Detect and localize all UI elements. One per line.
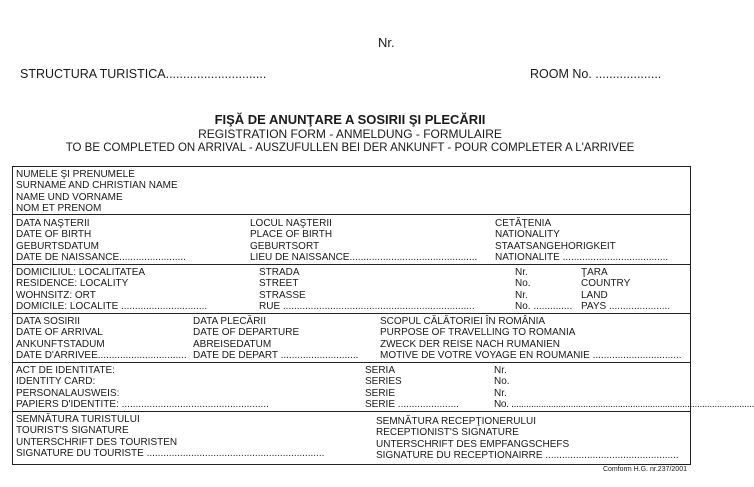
street-number-label-de: Nr.: [515, 289, 528, 301]
locality-label-de: WOHNSITZ: ORT: [16, 289, 96, 301]
section-divider: [13, 411, 690, 412]
dob-label-en: DATE OF BIRTH: [16, 229, 92, 241]
id-label-fr: PAPIERS D'IDENTITE: .....................................................: [16, 398, 269, 410]
receptionist-sig-label-ro: SEMNĂTURA RECEPŢIONERULUI: [376, 416, 537, 427]
street-label-ro: STRADA: [259, 267, 300, 278]
residence-locality-field[interactable]: [16, 267, 207, 312]
form-number-label: Nr.: [378, 35, 395, 50]
id-series-field[interactable]: [365, 365, 459, 410]
departure-label-en: DATE OF DEPARTURE: [193, 327, 300, 339]
purpose-label-de: ZWECK DER REISE NACH RUMANIEN: [380, 338, 561, 350]
travel-purpose-field[interactable]: [380, 316, 682, 361]
nationality-label-de: STAATSANGEHORIGKEIT: [495, 240, 616, 252]
tourist-sig-label-en: TOURIST'S SIGNATURE: [16, 425, 129, 437]
purpose-label-en: PURPOSE OF TRAVELLING TO ROMANIA: [380, 327, 576, 339]
nationality-field[interactable]: [495, 218, 668, 263]
pob-label-en: PLACE OF BIRTH: [250, 229, 333, 241]
street-label-de: STRASSE: [259, 289, 306, 301]
series-label-ro: SERIA: [365, 365, 396, 376]
pob-label-ro: LOCUL NAŞTERII: [250, 218, 332, 229]
tourist-sig-label-de: UNTERSCHRIFT DES TOURISTEN: [16, 436, 178, 448]
page-subtitle: REGISTRATION FORM - ANMELDUNG - FORMULAIRE: [198, 127, 502, 141]
name-label-ro: NUMELE ŞI PRENUMELE: [16, 169, 135, 180]
purpose-label-ro: SCOPUL CĂLĂTORIEI ÎN ROMÂNIA: [380, 316, 546, 327]
name-label-en: SURNAME AND CHRISTIAN NAME: [16, 180, 178, 192]
id-number-label-fr: No. ..................................................................................................: [494, 398, 754, 410]
arrival-label-de: ANKUNFTSTADUM: [16, 338, 105, 350]
arrival-label-fr: DATE D'ARRIVEE................................: [16, 349, 187, 361]
receptionist-signature-field[interactable]: [376, 416, 679, 461]
dob-label-de: GEBURTSDATUM: [16, 240, 99, 252]
country-label-ro: ŢARA: [581, 267, 608, 278]
tourist-signature-field[interactable]: [16, 414, 324, 459]
series-label-fr: SERIE ......................: [365, 398, 459, 410]
locality-label-ro: DOMICILIUL: LOCALITATEA: [16, 267, 146, 278]
street-number-label-ro: Nr.: [515, 267, 528, 278]
id-number-label-de: Nr.: [494, 387, 507, 399]
country-label-de: LAND: [581, 289, 608, 301]
series-label-en: SERIES: [365, 376, 402, 388]
country-label-en: COUNTRY: [581, 278, 631, 290]
tourist-sig-label-fr: SIGNATURE DU TOURISTE ................................................................: [16, 447, 325, 459]
departure-label-de: ABREISEDATUM: [193, 338, 272, 350]
country-field[interactable]: [581, 267, 670, 312]
id-label-ro: ACT DE IDENTITATE:: [16, 365, 115, 376]
receptionist-sig-label-en: RECEPTIONIST'S SIGNATURE: [376, 427, 519, 439]
id-label-en: IDENTITY CARD:: [16, 376, 96, 388]
nationality-label-fr: NATIONALITE ......................................: [495, 251, 669, 263]
departure-date-field[interactable]: [193, 316, 358, 361]
dob-label-fr: DATE DE NAISSANCE........................: [16, 251, 186, 263]
pob-label-fr: LIEU DE NAISSANCE..............................................: [250, 251, 478, 263]
street-field[interactable]: [259, 267, 475, 312]
pob-label-de: GEBURTSORT: [250, 240, 320, 252]
receptionist-sig-label-de: UNTERSCHRIFT DES EMPFANGSCHEFS: [376, 438, 570, 450]
series-label-de: SERIE: [365, 387, 396, 399]
street-number-field[interactable]: [515, 267, 572, 312]
identity-document-field[interactable]: [16, 365, 269, 410]
section-divider: [13, 264, 690, 265]
tourist-sig-label-ro: SEMNĂTURA TURISTULUI: [16, 414, 140, 425]
registration-form-box: [12, 166, 754, 465]
date-of-birth-field[interactable]: [16, 218, 186, 263]
purpose-label-fr: MOTIVE DE VOTRE VOYAGE EN ROUMANIE ................................: [380, 349, 682, 361]
page-title: FIŞĂ DE ANUNŢARE A SOSIRII ŞI PLECĂRII: [214, 112, 486, 127]
dob-label-ro: DATA NAŞTERII: [16, 218, 90, 229]
id-number-label-en: No.: [494, 376, 510, 388]
receptionist-sig-label-fr: SIGNATURE DU RECEPTIONAIRRE ................................................: [376, 449, 679, 461]
nationality-label-en: NATIONALITY: [495, 229, 560, 241]
conform-note: Comform H.G. nr.237/2001: [602, 466, 687, 473]
name-field[interactable]: [16, 169, 178, 214]
place-of-birth-field[interactable]: [250, 218, 477, 263]
locality-label-fr: DOMICILE: LOCALITE ...............................: [16, 300, 208, 312]
departure-label-ro: DATA PLECĂRII: [193, 316, 266, 327]
street-label-en: STREET: [259, 278, 299, 290]
room-number-field[interactable]: ROOM No. ...................: [530, 67, 662, 81]
name-label-fr: NOM ET PRENOM: [16, 202, 102, 214]
arrival-date-field[interactable]: [16, 316, 187, 361]
arrival-label-ro: DATA SOSIRII: [16, 316, 81, 327]
nationality-label-ro: CETĂŢENIA: [495, 218, 552, 229]
instruction-text: TO BE COMPLETED ON ARRIVAL - AUSZUFULLEN BEI DER ANKUNFT - POUR COMPLETER A L'ARRIVEE: [65, 142, 635, 154]
structure-field[interactable]: STRUCTURA TURISTICA.............................: [20, 67, 267, 81]
street-label-fr: RUE .....................................................................: [259, 300, 475, 312]
id-label-de: PERSONALAUSWEIS:: [16, 387, 120, 399]
id-number-label-ro: Nr.: [494, 365, 507, 376]
arrival-label-en: DATE OF ARRIVAL: [16, 327, 103, 339]
departure-label-fr: DATE DE DEPART ............................: [193, 349, 359, 361]
id-number-field[interactable]: [494, 365, 754, 410]
section-divider: [13, 313, 690, 314]
name-label-de: NAME UND VORNAME: [16, 191, 123, 203]
section-divider: [13, 362, 690, 363]
street-number-label-fr: No. ..............: [515, 300, 573, 312]
country-label-fr: PAYS ......................: [581, 300, 671, 312]
street-number-label-en: No.: [515, 278, 531, 290]
locality-label-en: RESIDENCE: LOCALITY: [16, 278, 129, 290]
